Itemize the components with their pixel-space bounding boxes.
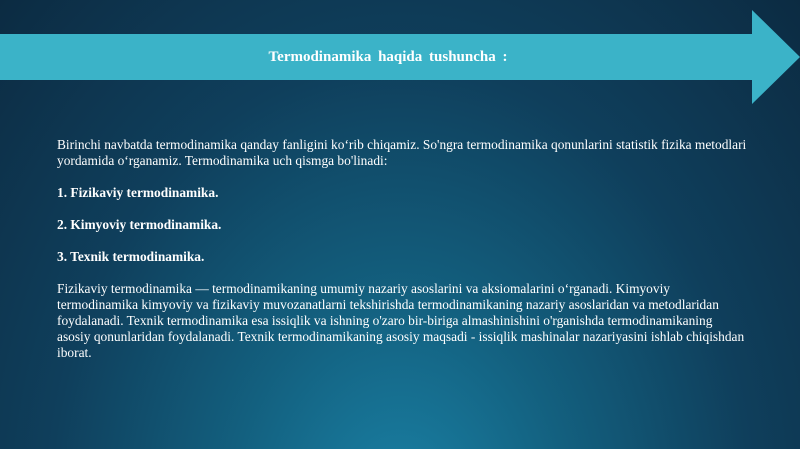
body-paragraph: Fizikaviy termodinamika — termodinamikaning umumiy nazariy asoslarini va aksiomalarini o‘rganadi. Kimyoviy termodinamika kimyoviy va fizikaviy muvozanatlarni tekshirishda termodinamikaning nazariy asoslaridan va metodlaridan foydalanadi. Texnik termodinamika esa issiqlik va ishning o'zaro bir-biriga almashinishini o'rganishda termodinamikaning asosiy qonunlaridan foydalanadi. Texnik termodinamikaning asosiy maqsadi - issiqlik mashinalar nazariyasini ishlab chiqishdan iborat. — [57, 281, 745, 360]
slide-content — [57, 137, 747, 361]
list-item-fizikaviy: 1. Fizikaviy termodinamika. — [57, 185, 219, 200]
slide-title: Termodinamika haqida tushuncha : — [268, 49, 508, 65]
list-item-texnik: 3. Texnik termodinamika. — [57, 249, 205, 264]
list-item-kimyoviy: 2. Kimyoviy termodinamika. — [57, 217, 222, 232]
intro-paragraph: Birinchi navbatda termodinamika qanday fanligini ko‘rib chiqamiz. So'ngra termodinamika qonunlarini statistik fizika metodlari yordamida o‘rganamiz. Termodinamika uch qismga bo'linadi: — [57, 137, 747, 168]
title-arrow-banner — [0, 10, 800, 104]
